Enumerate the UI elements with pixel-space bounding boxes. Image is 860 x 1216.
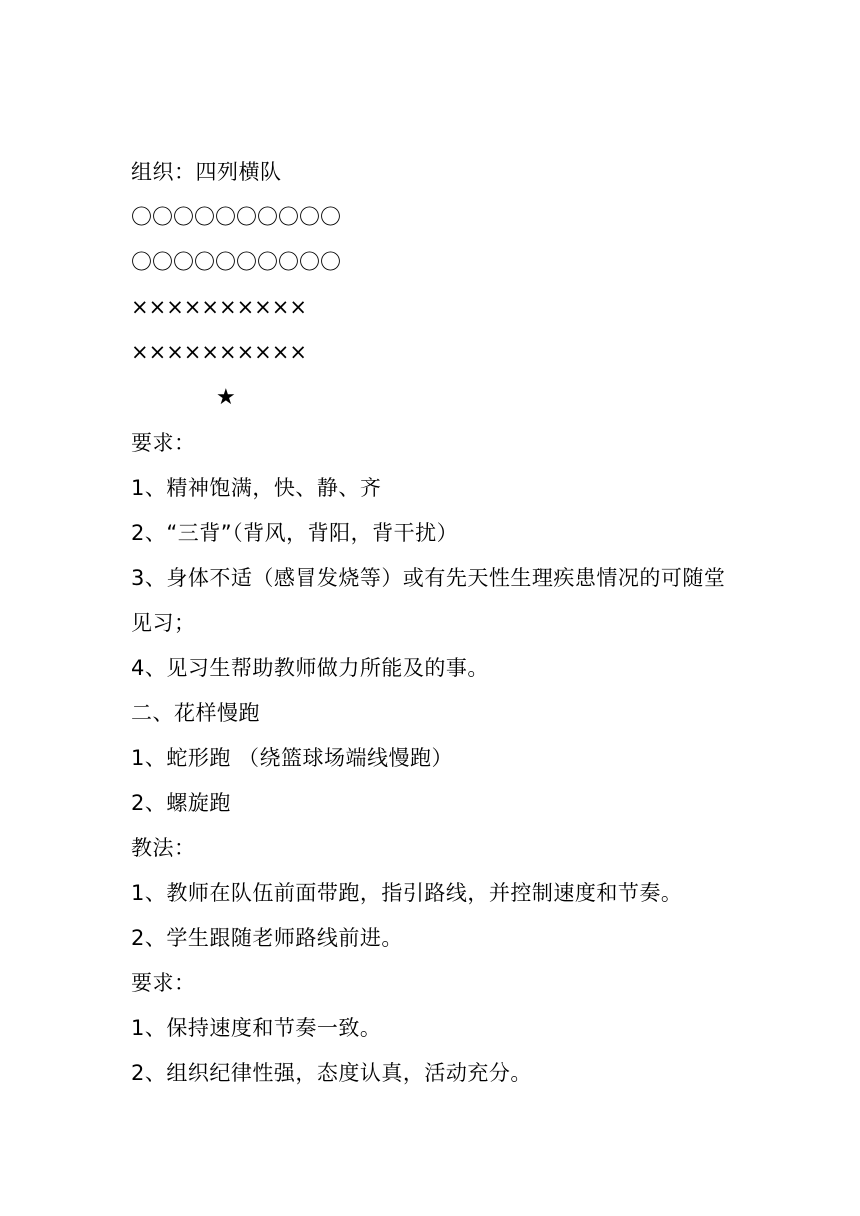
formation-row-2: 〇〇〇〇〇〇〇〇〇〇 bbox=[131, 250, 341, 274]
requirements-heading: 要求： bbox=[131, 431, 196, 455]
organization-label: 组织：四列横队 bbox=[131, 160, 282, 184]
section-heading: 二、花样慢跑 bbox=[131, 701, 260, 725]
requirement-item: 1、保持速度和节奏一致。 bbox=[131, 1016, 382, 1040]
formation-row-1: 〇〇〇〇〇〇〇〇〇〇 bbox=[131, 205, 341, 229]
requirement-item-continuation: 见习； bbox=[131, 611, 196, 635]
formation-row-3: ×××××××××× bbox=[131, 295, 307, 319]
teaching-method-item: 1、教师在队伍前面带跑，指引路线，并控制速度和节奏。 bbox=[131, 881, 683, 905]
requirement-item: 2、组织纪律性强，态度认真，活动充分。 bbox=[131, 1061, 532, 1085]
section-item: 1、蛇形跑 （绕篮球场端线慢跑） bbox=[131, 746, 454, 770]
teaching-method-item: 2、学生跟随老师路线前进。 bbox=[131, 926, 403, 950]
requirement-item: 2、“三背”（背风，背阳，背干扰） bbox=[131, 521, 459, 545]
formation-row-4: ×××××××××× bbox=[131, 340, 307, 364]
teaching-method-heading: 教法： bbox=[131, 836, 196, 860]
requirement-item: 4、见习生帮助教师做力所能及的事。 bbox=[131, 656, 489, 680]
teacher-star-icon: ★ bbox=[216, 385, 236, 410]
requirements-heading: 要求： bbox=[131, 971, 196, 995]
requirement-item: 1、精神饱满，快、静、齐 bbox=[131, 476, 382, 500]
section-item: 2、螺旋跑 bbox=[131, 791, 231, 815]
requirement-item: 3、身体不适（感冒发烧等）或有先天性生理疾患情况的可随堂 bbox=[131, 566, 726, 590]
